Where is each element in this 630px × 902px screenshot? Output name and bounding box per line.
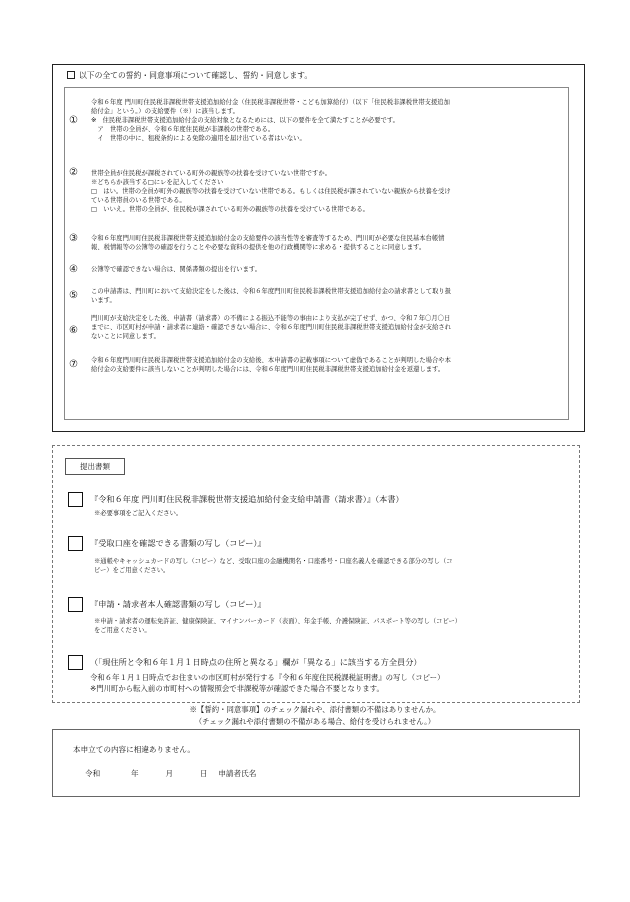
- document-label: 『申請・請求者本人確認書類の写し（コピー）』: [90, 599, 266, 609]
- agreement-section: [52, 64, 585, 432]
- item-text: 公簿等で確認できない場合は、関係書類の提出を行います。: [91, 266, 262, 273]
- applicant-name-label: 申請者氏名: [218, 769, 257, 778]
- item-text: この申請書は、門川町において支給決定をした後は、令和６年度門川町住民税非課税世帯支援追加給付金の請求書として取り扱 います。: [91, 288, 452, 304]
- document-note: ※通帳やキャッシュカードの写し（コピー）など、受取口座の金融機関名・口座番号・口座名義人を確認できる部分の写し（コ ピー）をご用意ください。: [94, 558, 453, 574]
- agreement-header: [67, 70, 312, 81]
- agreement-header-text: 以下の全ての誓約・同意事項について確認し、誓約・同意します。: [79, 71, 313, 80]
- day-label: 日: [199, 769, 208, 778]
- document-note: ※必要事項をご記入ください。: [94, 510, 183, 517]
- item-number: ⑥: [69, 325, 78, 336]
- document-checkbox[interactable]: [68, 536, 83, 551]
- item-number: ①: [69, 115, 78, 126]
- year-label: 年: [131, 769, 139, 778]
- warning-line-2: （チェック漏れや添付書類の不備がある場合、給付を受けられません。）: [194, 717, 436, 726]
- item-number: ③: [69, 233, 78, 244]
- month-label: 月: [165, 769, 174, 778]
- agreement-items-box: [64, 87, 569, 420]
- documents-section: [52, 445, 580, 703]
- document-label: 『受取口座を確認できる書類の写し（コピー）』: [90, 538, 266, 548]
- item-text: 世帯全員が住民税が課税されている町外の親族等の扶養を受けていない世帯ですか。 ※どちらか該当する□にレを記入してください □ はい。世帯の全員が町外の親族等の扶養を受けていない世帯である。もしくは住民税が課されていない親族から扶養を受け ている世帯員のいる世帯である。 □ いいえ。世帯の全員が、住民税が課されている町外の親族等の扶養を受けている世帯である。: [91, 170, 451, 213]
- document-label: 『令和６年度 門川町住民税非課税世帯支援追加給付金支給申請書（請求書）』（本書）: [90, 494, 404, 504]
- document-checkbox[interactable]: [68, 597, 83, 612]
- item-text: 令和６年度門川町住民税非課税世帯支援追加給付金の支給後、本申請書の記載事項について虚偽であることが判明した場合や本 給付金の支給要件に該当しないことが判明した場合には、令和６年度門川町住民税非課税世帯支援追加給付金を返還します。: [91, 357, 451, 373]
- item-number: ④: [69, 264, 78, 275]
- document-note: 令和６年１月１日時点でお住まいの市区町村が発行する『令和６年度住民税課税証明書』の写し（コピー） ※門川町から転入前の市町村への情報照会で非課税等が確認できた場合不要となります。: [90, 673, 445, 693]
- era-label: 令和: [85, 769, 101, 778]
- document-label: （「現住所と令和６年１月１日時点の住所と異なる」欄が「異なる」に該当する方全員分）: [90, 657, 422, 667]
- item-number: ⑤: [69, 290, 78, 301]
- item-number: ②: [69, 167, 78, 178]
- item-text: 令和６年度 門川町住民税非課税世帯支援追加給付金（住民税非課税世帯・こども加算給付）（以下「住民税非課税世帯支援追加 給付金」という。）の支給要件（※）に該当します。 ※ 住民税非課税世帯支援追加給付金の支給対象となるためには、以下の要件を全て満たすことが必要です。 ア 世帯の全員が、令和６年度住民税が非課税の世帯である。 イ 世帯の中に、租税条約による免除の適用を届け出ている者はいない。: [91, 99, 450, 142]
- document-note: ※申請・請求者の運転免許証、健康保険証、マイナンバーカード（表面）、年金手帳、介護保険証、パスポート等の写し（コピー） をご用意ください。: [94, 618, 462, 634]
- document-checkbox[interactable]: [68, 492, 83, 507]
- warning-line-1: ※【誓約・同意事項】のチェック漏れや、添付書類の不備はありませんか。: [189, 705, 441, 714]
- documents-title: 提出書類: [65, 458, 125, 475]
- item-text: 令和６年度門川町住民税非課税世帯支援追加給付金の支給要件の該当性等を審査等するため、門川町が必要な住民基本台帳情 報、税情報等の公簿等の確認を行うことや必要な資料の提供を他の行政機関等に求める・提供することに同意します。: [91, 235, 445, 251]
- date-signature-row: [85, 768, 256, 779]
- agree-all-checkbox[interactable]: [67, 71, 75, 79]
- document-checkbox[interactable]: [68, 655, 83, 670]
- confirmation-section: [52, 729, 580, 797]
- item-text: 門川町が支給決定をした後、申請書（請求書）の不備による振込不能等の事由により支払が完了せず、かつ、令和７年〇月〇日 までに、市区町村が申請・請求者に連絡・確認できない場合に、令和６年度門川町住民税非課税世帯支援追加給付金が支給され ないことに同意します。: [91, 315, 452, 340]
- item-number: ⑦: [69, 359, 78, 370]
- confirmation-statement: 本申立ての内容に相違ありません。: [73, 745, 195, 754]
